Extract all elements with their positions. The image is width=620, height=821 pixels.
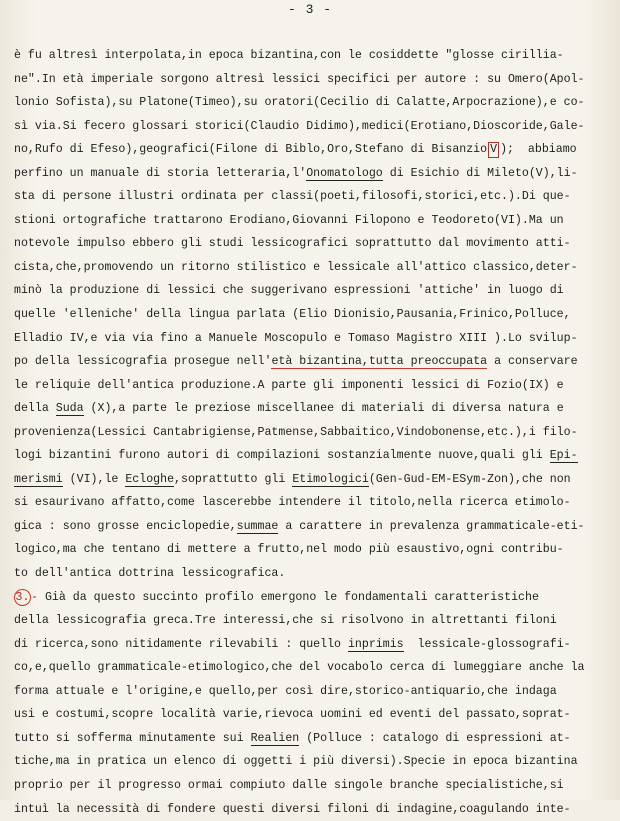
text-segment: (Polluce : catalogo di espressioni at- [299, 732, 570, 745]
text-line [14, 138, 614, 162]
circled-paragraph-number: 3. [14, 589, 31, 606]
text-line: forma attuale e l'origine,e quello,per così dire,storico-antiquario,che indaga [14, 680, 614, 704]
text-line: usi e costumi,scopre località varie,rievoca uomini ed eventi del passato,soprat- [14, 703, 614, 727]
text-line: provenienza(Lessici Cantabrigiense,Patmense,Sabbaitico,Vindobonense,etc.),i filo- [14, 421, 614, 445]
red-box-annotation: V [488, 142, 499, 158]
text-segment: no,Rufo di Efeso),geografici(Filone di Biblo,Oro,Stefano di Bisanzio [14, 143, 487, 156]
text-line: notevole impulso ebbero gli studi lessicografici soprattutto dal movimento atti- [14, 232, 614, 256]
text-segment: (X),a parte le preziose miscellanee di materiali di diversa natura e [84, 402, 564, 415]
text-line [14, 350, 614, 374]
red-underlined-term: età bizantina,tutta preoccupata [271, 355, 487, 369]
text-line: minò la produzione di lessici che suggerivano espressioni 'attiche' in luogo di [14, 279, 614, 303]
text-line [14, 727, 614, 751]
text-segment: lessicale-glossografi- [404, 638, 571, 651]
text-segment: perfino un manuale di storia letteraria,l' [14, 167, 306, 180]
text-segment: ); abbiamo [500, 143, 577, 156]
text-line: logico,ma che tentano di mettere a frutto,nel modo più esaustivo,ogni contribu- [14, 538, 614, 562]
text-segment: tutto si sofferma minutamente sui [14, 732, 251, 745]
underlined-term: Realien [251, 732, 300, 746]
underlined-term: summae [237, 520, 279, 534]
text-line: quelle 'elleniche' della lingua parlata (Elio Dionisio,Pausania,Frinico,Polluce, [14, 303, 614, 327]
text-segment: ,soprattutto gli [174, 473, 292, 486]
text-segment: (Gen-Gud-EM-ESym-Zon),che non [369, 473, 571, 486]
underlined-term: inprimis [348, 638, 404, 652]
text-line [14, 162, 614, 186]
text-line: è fu altresì interpolata,in epoca bizantina,con le cosiddette "glosse cirillia- [14, 44, 614, 68]
text-line [14, 468, 614, 492]
text-line: stioni ortografiche trattarono Erodiano,Giovanni Filopono e Teodoreto(VI).Ma un [14, 209, 614, 233]
text-line: cista,che,promovendo un ritorno stilistico e lessicale all'attico classico,deter- [14, 256, 614, 280]
text-line: to dell'antica dottrina lessicografica. [14, 562, 614, 586]
underlined-term: Etimologici [292, 473, 369, 487]
text-segment: di Esichio di Mileto(V),li- [383, 167, 578, 180]
text-line: tiche,ma in pratica un elenco di oggetti i più diversi).Specie in epoca bizantina [14, 750, 614, 774]
text-line [14, 656, 614, 680]
text-line: sta di persone illustri ordinata per classi(poeti,filosofi,storici,etc.).Di que- [14, 185, 614, 209]
text-segment: della [14, 402, 56, 415]
text-segment: gica : sono grosse enciclopedie, [14, 520, 237, 533]
text-segment: (VI),le [63, 473, 126, 486]
text-segment: a carattere in prevalenza grammaticale-eti- [278, 520, 584, 533]
red-dash: - [31, 591, 38, 604]
body-text [14, 44, 614, 821]
text-segment: di ricerca,sono nitidamente rilevabili : quello [14, 638, 348, 651]
underlined-term: Epi- [550, 449, 578, 463]
text-line [14, 633, 614, 657]
text-line: della lessicografia greca.Tre interessi,che si risolvono in altrettanti filoni [14, 609, 614, 633]
text-segment: po della lessicografia prosegue nell' [14, 355, 271, 368]
text-line: si esaurivano affatto,come lascerebbe intendere il titolo,nella ricerca etimolo- [14, 491, 614, 515]
underlined-term: Ecloghe [125, 473, 174, 487]
text-line [14, 515, 614, 539]
text-line: intuì la necessità di fondere questi diversi filoni di indagine,coagulando inte- [14, 798, 614, 821]
text-segment: co, [14, 661, 35, 674]
text-segment: Già da questo succinto profilo emergono le fondamentali caratteristiche [45, 591, 539, 604]
text-segment: logi bizantini furono autori di compilazioni sostanzialmente nuove,quali gli [14, 449, 550, 462]
text-line: ne".In età imperiale sorgono altresì lessici specifici per autore : su Omero(Apol- [14, 68, 614, 92]
page-number: - 3 - [0, 2, 620, 17]
text-line: le reliquie dell'antica produzione.A parte gli imponenti lessici di Fozio(IX) e [14, 374, 614, 398]
text-line [14, 397, 614, 421]
text-line: lonio Sofista),su Platone(Timeo),su oratori(Cecilio di Calatte,Arpocrazione),e co- [14, 91, 614, 115]
text-segment: a conservare [487, 355, 577, 368]
text-line: sì via.Si fecero glossari storici(Claudio Didimo),medici(Erotiano,Dioscoride,Gale- [14, 115, 614, 139]
text-segment: e,quello grammaticale-etimologico,che del vocabolo cerca di lumeggiare anche la [35, 661, 585, 674]
text-line [14, 586, 614, 610]
underlined-term: merismi [14, 473, 63, 487]
text-line [14, 444, 614, 468]
underlined-term: Onomatologo [306, 167, 383, 181]
text-line: proprio per il progresso ormai compiuto dalle singole branche specialistiche,si [14, 774, 614, 798]
underlined-term: Suda [56, 402, 84, 416]
text-line: Elladio IV,e via via fino a Manuele Moscopulo e Tomaso Magistro XIII ).Lo svilup- [14, 327, 614, 351]
